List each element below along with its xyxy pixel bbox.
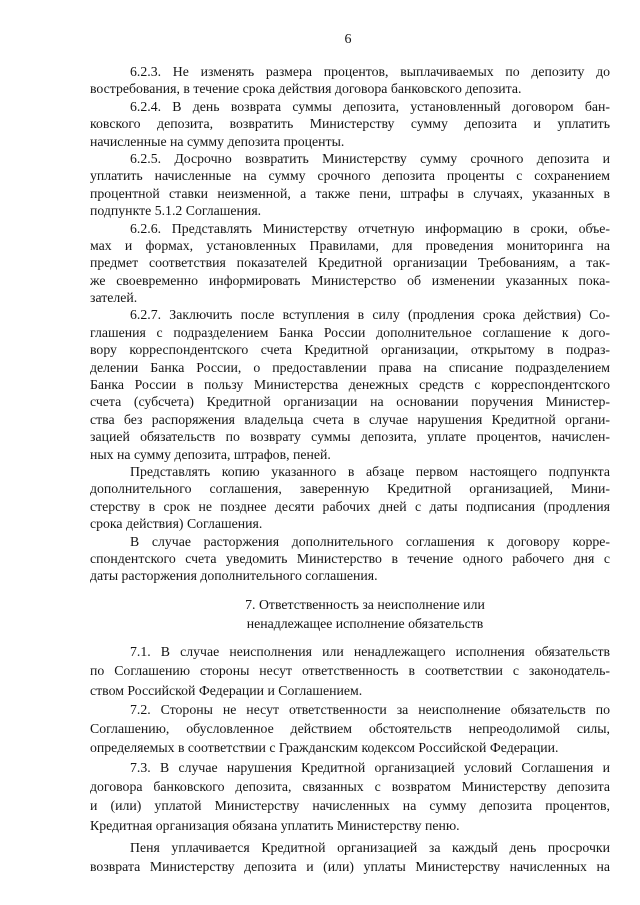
text-line: предмет соответствия показателей Кредитной организации Требованиям, а так- <box>90 255 610 271</box>
text-line: 6.2.6. Представлять Министерству отчетную информацию в сроки, объе- <box>130 220 610 236</box>
text-line: 6.2.7. Заключить после вступления в силу (продления срока действия) Со- <box>130 307 610 323</box>
text-line: 6.2.5. Досрочно возвратить Министерству сумму срочного депозита и <box>130 150 610 166</box>
text-line: вору корреспондентского счета Кредитной организации, открытому в подраз- <box>90 342 610 358</box>
clause-6-2-7-termination-paragraph <box>90 533 610 585</box>
section-7-clauses <box>90 642 610 877</box>
text-line: востребования, в течение срока действия договора банковского депозита. <box>90 81 522 97</box>
text-line: 7.2. Стороны не несут ответственности за неисполнение обязательств по <box>130 701 610 717</box>
text-line: глашения с подразделением Банка России дополнительное соглашение к дого- <box>90 324 610 340</box>
text-line: 7.1. В случае неисполнения или ненадлежащего исполнения обязательств <box>130 644 610 659</box>
text-line: ных на сумму депозита, штрафов, пеней. <box>90 446 331 462</box>
text-line: стерству в срок не позднее десяти рабочих дней с даты подписания (продления <box>90 498 610 514</box>
text-line: 7.3. В случае нарушения Кредитной организацией условий Соглашения и <box>130 759 610 775</box>
text-line: Кредитная организация обязана уплатить Министерству пеню. <box>90 817 460 833</box>
text-line: Пеня уплачивается Кредитной организацией за каждый день просрочки <box>130 839 610 855</box>
heading-line: ненадлежащее исполнение обязательств <box>246 616 484 631</box>
clause-6-2-4 <box>90 98 610 150</box>
text-line: возврата Министерству депозита и (или) уплаты Министерству начисленных на <box>90 859 610 875</box>
text-line: ства без распоряжения владельца счета в случае нарушения Кредитной органи- <box>90 411 610 427</box>
text-line: процентной ставки неизменной, а также пени, штрафы в случаях, указанных в <box>90 185 610 201</box>
clause-6-2-3 <box>90 63 610 98</box>
text-line: ством Российской Федерации и Соглашением. <box>90 682 363 698</box>
text-line: зателей. <box>90 290 138 306</box>
section-7-heading <box>120 595 610 633</box>
text-line: Соглашению, обусловленное действием обстоятельств непреодолимой силы, <box>90 721 610 737</box>
text-line: определяемых в соответствии с Гражданским кодексом Российской Федерации. <box>90 740 559 756</box>
text-line: по Соглашению стороны несут ответственность в соответствии с законодатель- <box>90 663 610 679</box>
text-line: даты расторжения дополнительного соглашения. <box>90 568 378 584</box>
text-line: Представлять копию указанного в абзаце первом настоящего подпункта <box>130 463 610 479</box>
text-line: счета (субсчета) Кредитной организации на основании поручения Министер- <box>90 394 610 410</box>
text-line: Банка России в пользу Министерства денежных средств с корреспондентского <box>90 377 610 393</box>
text-line: мах и формах, установленных Правилами, для проведения мониторинга на <box>90 237 610 253</box>
text-line: дополнительного соглашения, заверенную Кредитной организацией, Мини- <box>90 481 610 497</box>
text-line: договора банковского депозита, связанных с возвратом Министерству депозита <box>90 779 610 795</box>
text-line: ковского депозита, возвратить Министерству сумму депозита и уплатить <box>90 116 610 132</box>
clause-6-2-7-copy-paragraph <box>90 463 610 533</box>
text-line: срока действия) Соглашения. <box>90 516 263 532</box>
section-6-2-clauses <box>90 63 610 585</box>
text-line: и (или) уплатой Министерству начисленных на сумму депозита процентов, <box>90 798 610 814</box>
clause-7-2 <box>90 700 610 758</box>
text-line: подпункте 5.1.2 Соглашения. <box>90 203 262 219</box>
clause-6-2-6 <box>90 220 610 307</box>
text-line: спондентского счета уведомить Министерство в течение одного рабочего дня с <box>90 550 610 566</box>
page-number: 6 <box>344 32 352 47</box>
text-line: зацией обязательств по возврату суммы депозита, уплате процентов, начислен- <box>90 429 610 445</box>
clause-7-3-penalty-paragraph <box>90 838 610 877</box>
text-line: В случае расторжения дополнительного соглашения к договору корре- <box>130 533 610 549</box>
text-line: уплатить начисленные на сумму срочного депозита проценты с сохранением <box>90 168 610 184</box>
text-line: делении Банка России, о предоставлении права на списание подразделением <box>90 359 610 375</box>
clause-6-2-7 <box>90 306 610 463</box>
heading-line: 7. Ответственность за неисполнение или <box>245 597 485 612</box>
text-line: же своевременно информировать Министерство об изменении указанных пока- <box>90 272 610 288</box>
text-line: 6.2.4. В день возврата суммы депозита, установленный договором бан- <box>130 98 610 114</box>
clause-6-2-5 <box>90 150 610 220</box>
clause-7-3 <box>90 758 610 835</box>
clause-7-1 <box>90 642 610 700</box>
text-line: начисленные на сумму депозита проценты. <box>90 133 345 149</box>
text-line: 6.2.3. Не изменять размера процентов, выплачиваемых по депозиту до <box>130 64 610 79</box>
